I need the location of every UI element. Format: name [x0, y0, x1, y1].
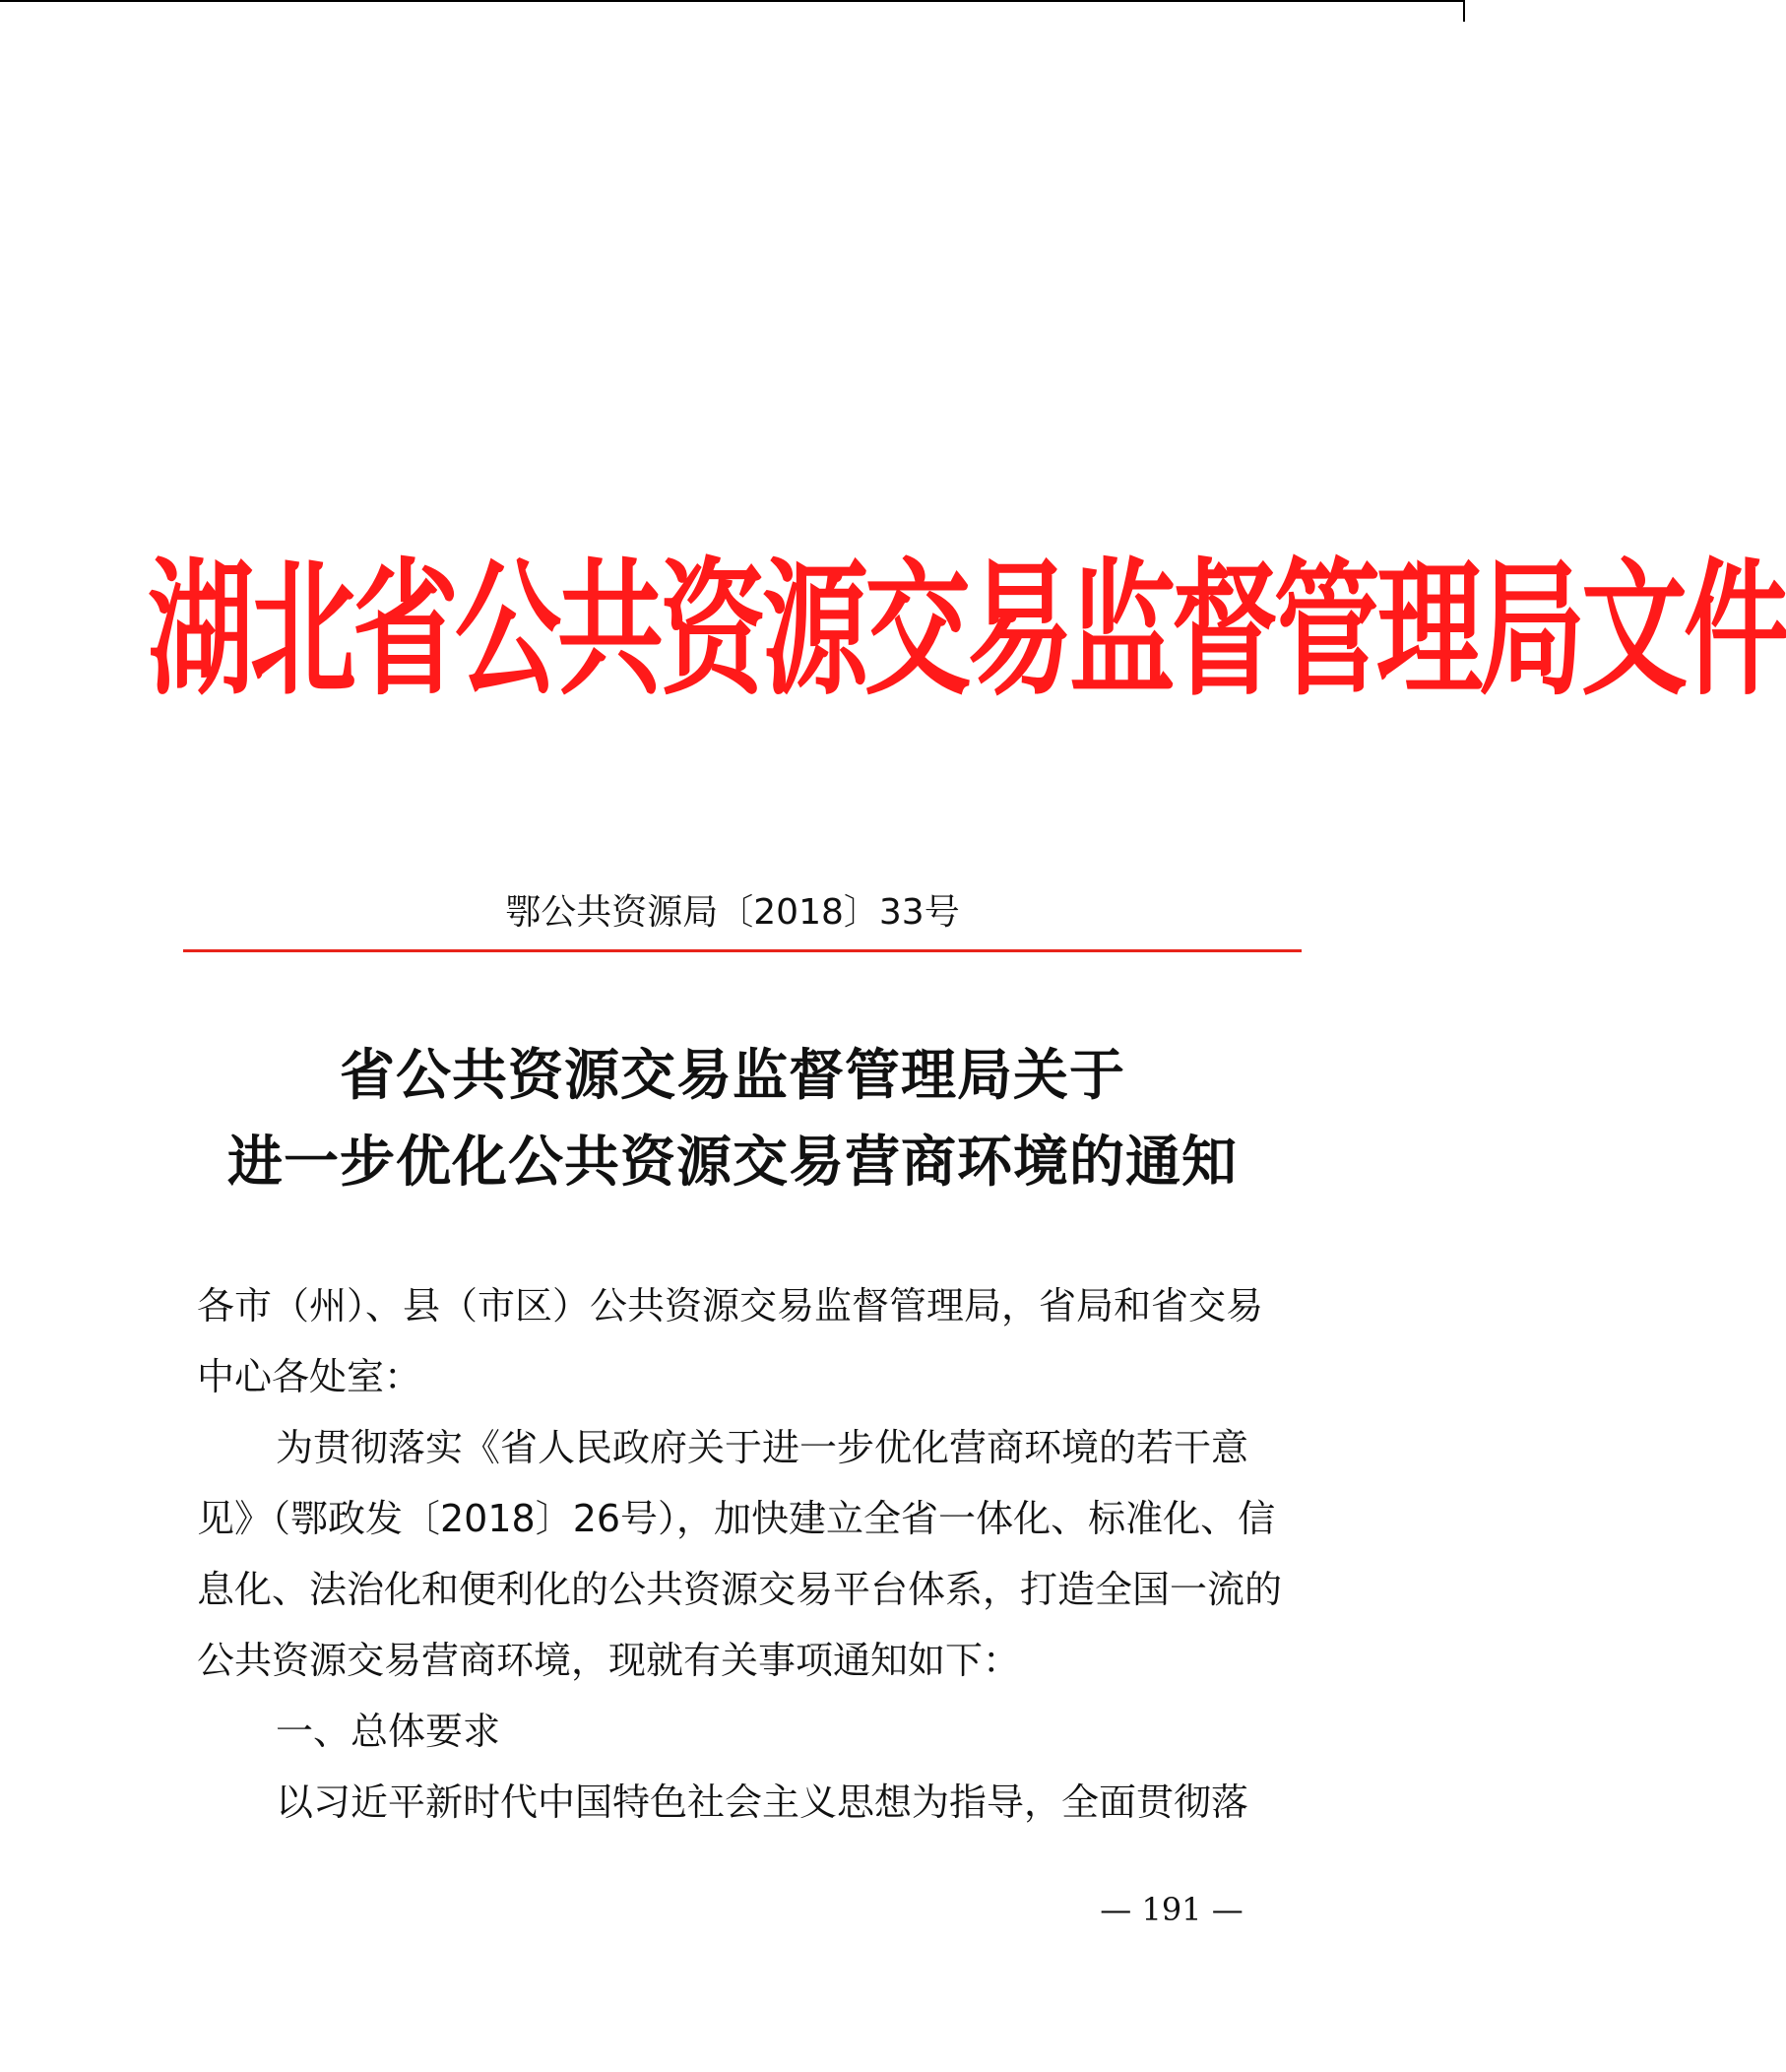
crop-mark-top: [0, 0, 1465, 2]
masthead-title: 湖北省公共资源交易监督管理局文件: [148, 545, 1786, 716]
notice-title-line-1: 省公共资源交易监督管理局关于: [340, 1043, 1125, 1108]
section-heading: 一、总体要求: [276, 1710, 501, 1753]
document-number: 鄂公共资源局〔2018〕33号: [505, 892, 960, 933]
notice-body: [197, 1270, 1290, 1838]
notice-title-line-2: 进一步优化公共资源交易营商环境的通知: [227, 1130, 1238, 1195]
crop-mark-right: [1463, 0, 1465, 22]
body-paragraph: 为贯彻落实《省人民政府关于进一步优化营商环境的若干意见》（鄂政发〔2018〕26号），加快建立全省一体化、标准化、信息化、法治化和便利化的公共资源交易平台体系，打造全国一流的公共资源交易营商环境，现就有关事项通知如下：: [197, 1426, 1283, 1682]
page-number: — 191 —: [1100, 1891, 1244, 1928]
body-paragraph: 以习近平新时代中国特色社会主义思想为指导，全面贯彻落: [276, 1781, 1249, 1824]
salutation: 各市（州）、县（市区）公共资源交易监督管理局，省局和省交易中心各处室：: [197, 1284, 1264, 1398]
red-divider-line: [183, 949, 1302, 952]
